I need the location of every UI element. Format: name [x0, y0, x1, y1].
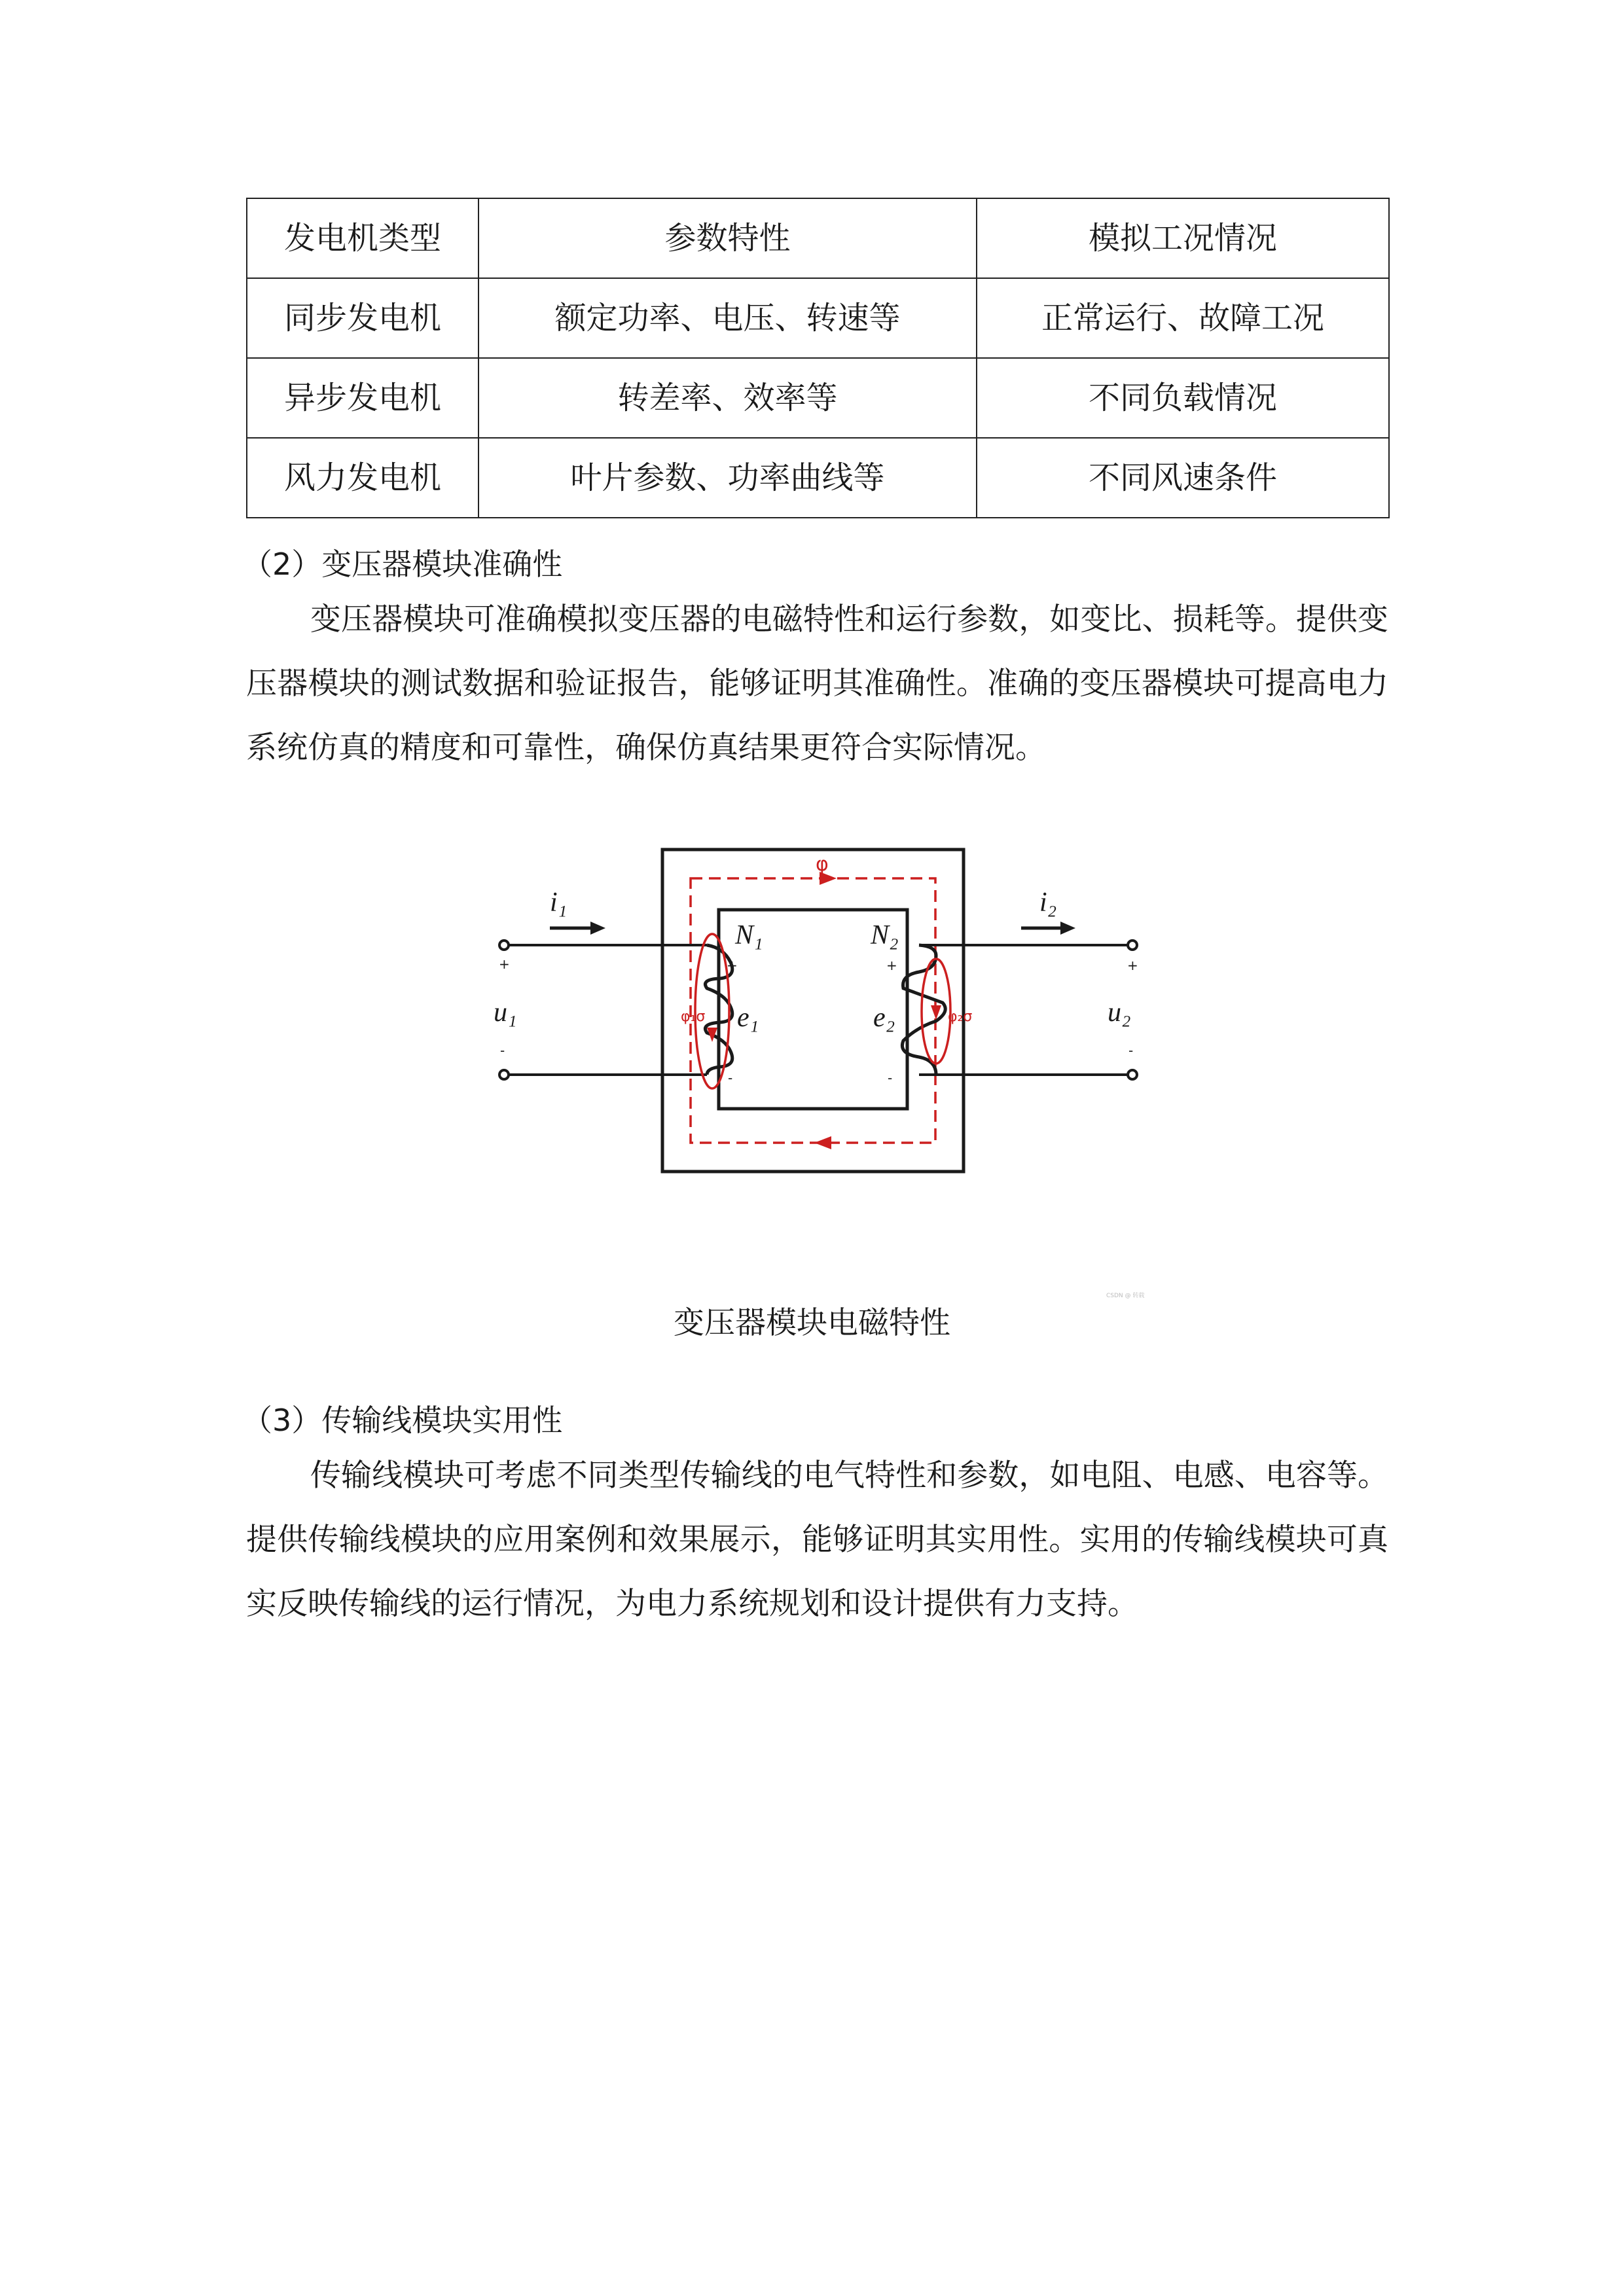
label-phi: φ: [816, 853, 829, 876]
table-cell: 异步发电机: [247, 358, 478, 438]
table-row: [247, 358, 1389, 438]
table-cell: 转差率、效率等: [478, 358, 977, 438]
table-cell: 叶片参数、功率曲线等: [478, 438, 977, 518]
section-heading-transformer: （2）变压器模块准确性: [242, 547, 563, 582]
label-e1: e₁: [737, 1003, 759, 1033]
sign-e2-minus: -: [888, 1070, 893, 1086]
label-u2: u₂: [1108, 997, 1131, 1028]
label-i2: i₂: [1039, 888, 1057, 918]
label-phi2s: φ₂σ: [948, 1009, 973, 1025]
sign-u1-minus: -: [500, 1043, 505, 1058]
terminal-u1-plus: [499, 941, 509, 950]
table-cell: 同步发电机: [247, 278, 478, 358]
table-row: [247, 438, 1389, 518]
transformer-diagram: [484, 831, 1152, 1198]
table-header-cell: 模拟工况情况: [977, 198, 1389, 278]
table-row: [247, 278, 1389, 358]
label-phi1s: φ₁σ: [681, 1009, 706, 1025]
terminal-u2-plus: [1128, 941, 1137, 950]
paragraph-transmission-line: 传输线模块可考虑不同类型传输线的电气特性和参数，如电阻、电感、电容等。提供传输线模块的应用案例和效果展示，能够证明其实用性。实用的传输线模块可真实反映传输线的运行情况，为电力系统规划和设计提供有力支持。: [246, 1458, 1388, 1622]
image-watermark: CSDN @ 转载: [1106, 1293, 1145, 1299]
label-i1: i₁: [550, 888, 568, 918]
table-cell: 风力发电机: [247, 438, 478, 518]
table-cell: 不同负载情况: [977, 358, 1389, 438]
label-e2: e₂: [873, 1003, 895, 1033]
table-cell: 额定功率、电压、转速等: [478, 278, 977, 358]
sign-e1-plus: +: [727, 958, 738, 973]
current-i1-arrow-icon: [590, 922, 605, 935]
section-heading-transmission-line: （3）传输线模块实用性: [242, 1403, 563, 1438]
table-header-row: [247, 198, 1389, 278]
current-i2-arrow-icon: [1060, 922, 1075, 935]
label-n1: N₁: [735, 920, 763, 950]
sign-e2-plus: +: [886, 958, 897, 973]
sign-u2-minus: -: [1128, 1043, 1134, 1058]
terminal-u2-minus: [1128, 1070, 1137, 1079]
table-header-cell: 发电机类型: [247, 198, 478, 278]
terminal-u1-minus: [499, 1070, 509, 1079]
paragraph-transformer: 变压器模块可准确模拟变压器的电磁特性和运行参数，如变比、损耗等。提供变压器模块的测试数据和验证报告，能够证明其准确性。准确的变压器模块可提高电力系统仿真的精度和可靠性，确保仿真结果更符合实际情况。: [246, 601, 1388, 766]
core-outer: [662, 850, 964, 1172]
generator-table: [246, 198, 1390, 518]
table-cell: 正常运行、故障工况: [977, 278, 1389, 358]
sign-u1-plus: +: [499, 956, 510, 972]
label-n2: N₂: [871, 920, 899, 950]
figure-caption: 变压器模块电磁特性: [674, 1305, 950, 1341]
flux-arrow-bottom-icon: [814, 1136, 831, 1149]
sign-u2-plus: +: [1127, 958, 1138, 973]
sign-e1-minus: -: [728, 1070, 733, 1086]
main-flux-path: [691, 878, 935, 1143]
table-header-cell: 参数特性: [478, 198, 977, 278]
table-cell: 不同风速条件: [977, 438, 1389, 518]
label-u1: u₁: [494, 997, 517, 1028]
